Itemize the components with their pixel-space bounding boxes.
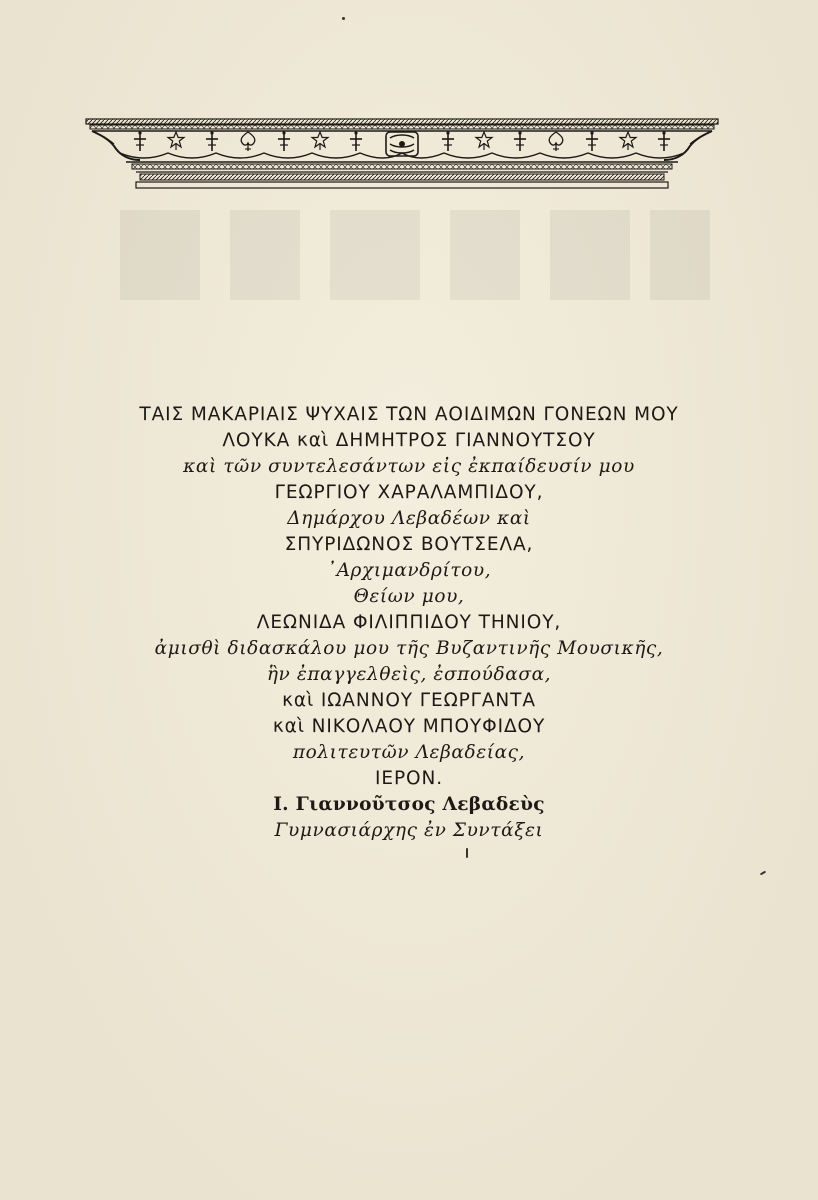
dedication-line: ἀμισθὶ διδασκάλου μου τῆς Βυζαντινῆς Μουσικῆς, bbox=[154, 638, 664, 659]
print-speck bbox=[342, 17, 345, 20]
dedication-line: ΤΑΙΣ ΜΑΚΑΡΙΑΙΣ ΨΥΧΑΙΣ ΤΩΝ ΑΟΙΔΙΜΩΝ ΓΟΝΕΩΝ ΜΟΥ bbox=[139, 404, 679, 425]
dedication-line: ᾿Αρχιμανδρίτου, bbox=[326, 560, 492, 581]
dedication-line: πολιτευτῶν Λεβαδείας, bbox=[292, 742, 526, 763]
dedication-line: ΓΕΩΡΓΙΟΥ ΧΑΡΑΛΑΜΠΙΔΟΥ, bbox=[274, 482, 544, 503]
dedication-line: ΛΕΩΝΙΔΑ ΦΙΛΙΠΠΙΔΟΥ ΤΗΝΙΟΥ, bbox=[256, 612, 562, 633]
show-through-bleed bbox=[90, 190, 730, 330]
dedication-line: καὶ ΝΙΚΟΛΑΟΥ ΜΠΟΥΦΙΔΟΥ bbox=[272, 716, 546, 737]
print-speck bbox=[466, 848, 468, 858]
dedication-text-block bbox=[40, 402, 778, 844]
author-signature: Ι. Γιαννοῦτσος Λεβαδεὺς bbox=[273, 794, 545, 815]
dedication-line: Δημάρχου Λεβαδέων καὶ bbox=[287, 508, 531, 529]
dedication-line: ΙΕΡΟΝ. bbox=[375, 768, 443, 789]
print-speck bbox=[760, 871, 766, 876]
dedication-line: ἣν ἐπαγγελθεὶς, ἐσπούδασα, bbox=[266, 664, 552, 685]
author-title: Γυμνασιάρχης ἐν Συντάξει bbox=[274, 820, 544, 841]
dedication-line: καὶ ΙΩΑΝΝΟΥ ΓΕΩΡΓΑΝΤΑ bbox=[282, 690, 536, 711]
dedication-line: καὶ τῶν συντελεσάντων εἰς ἐκπαίδευσίν μου bbox=[183, 456, 635, 477]
dedication-line: ΣΠΥΡΙΔΩΝΟΣ ΒΟΥΤΣΕΛΑ, bbox=[284, 534, 534, 555]
dedication-line: ΛΟΥΚΑ καὶ ΔΗΜΗΤΡΟΣ ΓΙΑΝΝΟΥΤΣΟΥ bbox=[222, 430, 596, 451]
decorative-cornice-ornament-icon bbox=[84, 116, 720, 192]
dedication-line: Θείων μου, bbox=[353, 586, 465, 607]
